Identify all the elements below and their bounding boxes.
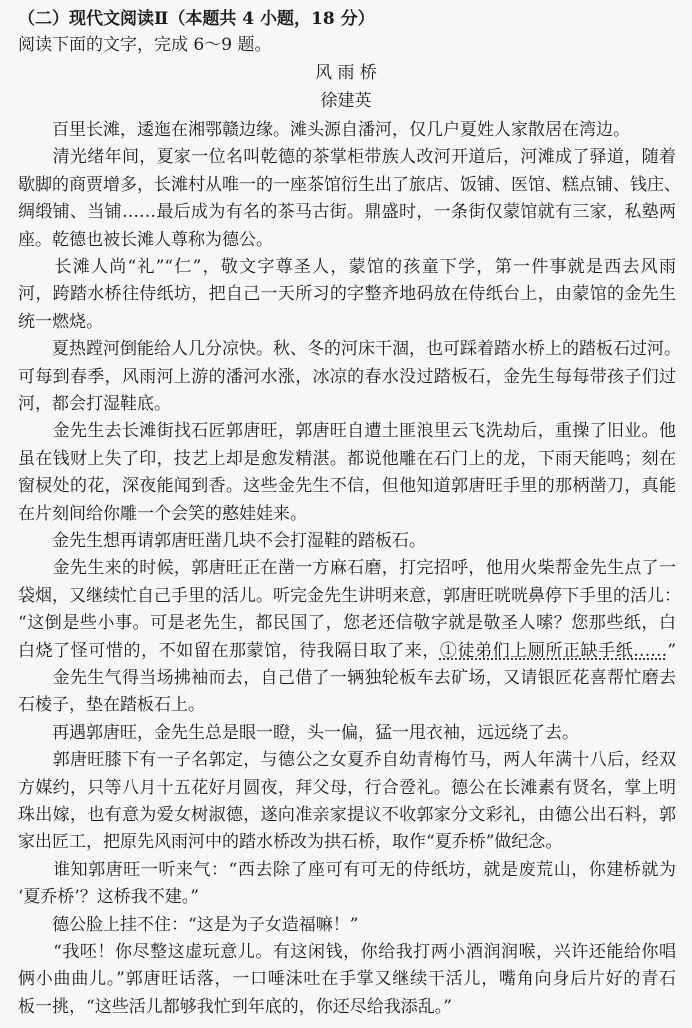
body-line: 珠出嫁，也有意为爱女树淑德，遂向准亲家提议不收郭家分文彩礼，由德公出石料，郭: [18, 805, 676, 825]
body-line: “我呸！你尽整这虚玩意儿。有这闲钱，你给我打两小酒润润喉，兴许还能给你唱: [18, 942, 676, 962]
body-line: 石棱子，垫在踏板石上。: [18, 695, 205, 716]
body-line: 歇脚的商贾增多，长滩村从唯一的一座茶馆衍生出了旅店、饭铺、医馆、糕点铺、钱庄、: [18, 174, 681, 195]
body-line: 虽在钱财上失了印，技艺上却是愈发精湛。都说他雕在石门上的龙，下雨天能鸣；刻在: [18, 448, 676, 469]
body-line: 金先生去长滩街找石匠郭唐旺，郭唐旺自遭土匪浪里云飞洗劫后，重操了旧业。他: [18, 421, 676, 442]
body-line: 方媒约，只等八月十五花好月圆夜，拜父母，行合卺礼。德公在长滩素有贤名，掌上明: [18, 777, 676, 798]
body-line: 座。乾德也被长滩人尊称为德公。: [18, 229, 273, 250]
body-line: 再遇郭唐旺，金先生总是眼一瞪，头一偏，猛一甩衣袖，远远绕了去。: [18, 722, 579, 743]
body-line: 郭唐旺膝下有一子名郭定，与德公之女夏乔自幼青梅竹马，两人年满十八后，经双: [18, 750, 676, 771]
body-line: 清光绪年间，夏家一位名叫乾德的茶掌柜带族人改河开道后，河滩成了驿道，随着: [18, 147, 676, 168]
body-line-text: 白烧了怪可惜的，不如留在那蒙馆，待我隔日取了来，: [18, 640, 440, 661]
instruction: 阅读下面的文字，完成 6～9 题。: [18, 35, 272, 55]
body-line: 百里长滩，逶迤在湘鄂赣边缘。滩头源自潘河，仅几户夏姓人家散居在湾边。: [18, 120, 630, 140]
body-line: 金先生气得当场拂袖而去，自己借了一辆独轮板车去矿场，又请银匠花喜帮忙磨去: [18, 668, 676, 688]
article-author: 徐建英: [320, 91, 372, 111]
body-line: 夏热蹚河倒能给人几分凉快。秋、冬的河床干涸，也可踩着踏水桥上的踏板石过河。: [18, 339, 681, 360]
body-line: 河，都会打湿鞋底。: [18, 394, 171, 414]
body-line-text: ”: [667, 640, 677, 661]
body-line: 可每到春季，风雨河上游的潘河水涨，冰凉的春水没过踏板石，金先生每每带孩子们过: [18, 366, 676, 387]
body-line: 谁知郭唐旺一听来气：“西去除了座可有可无的侍纸坊，就是废荒山，你建桥就为: [18, 859, 676, 880]
body-line: ‘夏乔桥’？这桥我不建。”: [18, 887, 199, 908]
body-line: 绸缎铺、当铺……最后成为有名的茶马古街。鼎盛时，一条街仅蒙馆就有三家，私塾两: [18, 202, 676, 223]
body-line: 袋烟，又继续忙自己手里的活儿。听完金先生讲明来意，郭唐旺咣咣鼻停下手里的活儿：: [18, 585, 681, 606]
body-line: 河，跨踏水桥往侍纸坊，把自己一天所习的字整齐地码放在侍纸台上，由蒙馆的金先生: [18, 284, 676, 305]
body-line: 板一挑，“这些活儿都够我忙到年底的，你还尽给我添乱。”: [18, 996, 452, 1017]
body-line: 窗棂处的花，深夜能闻到香。这些金先生不信，但他知道郭唐旺手里的那柄凿刀，真能: [18, 476, 676, 497]
body-line: 金先生来的时候，郭唐旺正在凿一方麻石磨，打完招呼，他用火柴帮金先生点了一: [18, 558, 676, 579]
body-line: 金先生想再请郭唐旺凿几块不会打湿鞋的踏板石。: [18, 531, 426, 551]
body-line: “这倒是些小事。可是老先生，都民国了，您老还信敬字就是敬圣人嗦？您那些纸，白: [18, 613, 676, 634]
body-line: 统一燃烧。: [18, 311, 103, 332]
article-title: 风 雨 桥: [315, 63, 377, 83]
body-line: 在片刻间给你雕一个会笑的憨娃娃来。: [18, 503, 307, 524]
body-line: 长滩人尚“礼”“仁”，敬文字尊圣人，蒙馆的孩童下学，第一件事就是西去风雨: [18, 257, 676, 277]
body-line: 俩小曲曲儿。”郭唐旺话落，一口唾沫吐在手掌又继续干活儿，嘴角向身后片好的青石: [18, 969, 676, 990]
body-line: 德公脸上挂不住：“这是为子女造福嘛！”: [18, 914, 359, 935]
body-line: 家出匠工，把原先风雨河中的踏水桥改为拱石桥，取作“夏乔桥”做纪念。: [18, 832, 563, 853]
marked-sentence: ①徒弟们上厕所正缺手纸……: [439, 640, 668, 661]
body-line: [18, 640, 676, 662]
section-heading: （二）现代文阅读Ⅱ（本题共 4 小题，18 分）: [18, 9, 375, 29]
